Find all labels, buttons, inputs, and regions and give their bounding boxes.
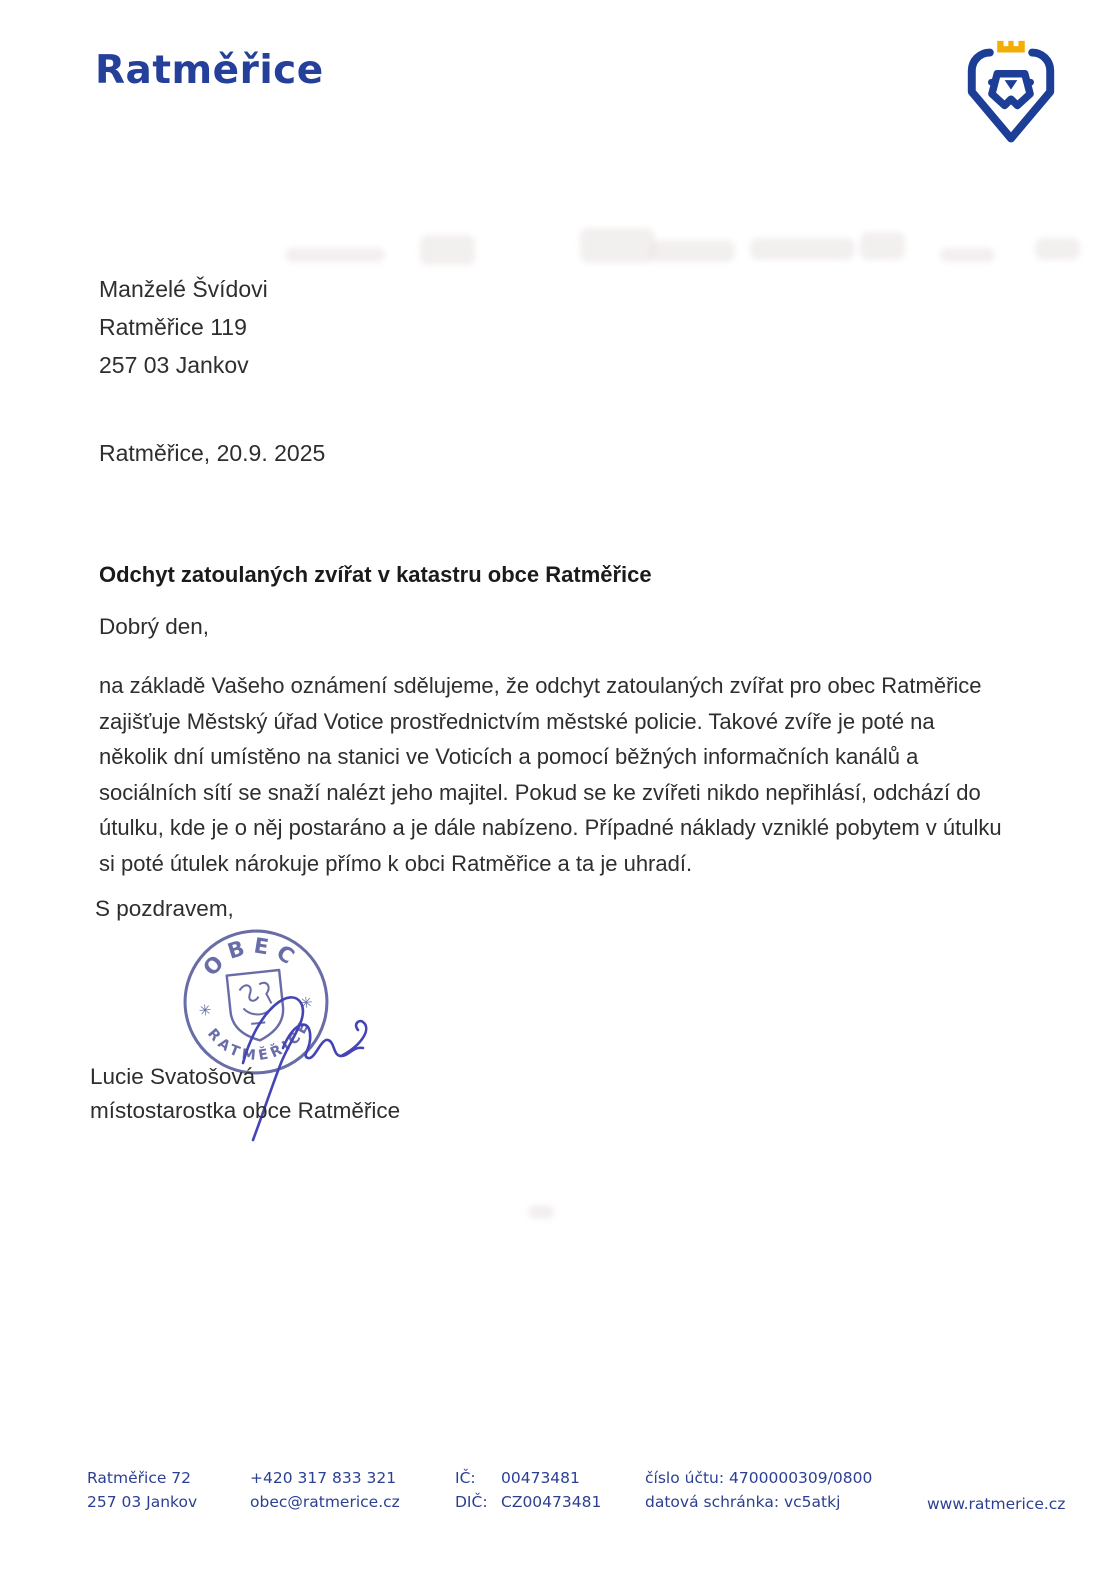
footer-bank-info <box>645 1466 872 1514</box>
footer-address-line: 257 03 Jankov <box>87 1493 198 1511</box>
scan-artifact <box>650 240 735 262</box>
footer-email: obec@ratmerice.cz <box>250 1493 400 1511</box>
dic-value: CZ00473481 <box>501 1493 602 1511</box>
ic-label: IČ: <box>455 1469 476 1487</box>
footer-address-line: Ratměřice 72 <box>87 1469 192 1487</box>
footer-account-row <box>645 1466 872 1490</box>
stamp-coat-of-arms <box>227 970 287 1043</box>
scan-artifact <box>860 232 905 260</box>
recipient-address <box>99 270 268 384</box>
scan-artifact <box>1035 238 1080 260</box>
footer-phone: +420 317 833 321 <box>250 1469 397 1487</box>
stamp-left-star-icon: ✳ <box>198 1001 213 1021</box>
scan-artifact <box>750 238 855 260</box>
scan-artifact <box>940 248 995 262</box>
stamp-right-star-icon: ✳ <box>299 994 314 1013</box>
footer-registration-ids <box>455 1466 601 1514</box>
body-line: si poté útulek nárokuje přímo k obci Ratměřice a ta je uhradí. <box>99 850 693 876</box>
place-and-date: Ratměřice, 20.9. 2025 <box>99 440 326 466</box>
footer-website: www.ratmerice.cz <box>927 1495 1066 1513</box>
stamp-bottom-text: RATMĚŘICE <box>204 1017 314 1065</box>
footer-contact <box>250 1466 400 1514</box>
letter-body <box>99 668 1002 881</box>
subject-line: Odchyt zatoulaných zvířat v katastru obce Ratměřice <box>99 562 652 587</box>
recipient-line: Ratměřice 119 <box>99 314 247 340</box>
account-label: číslo účtu: <box>645 1469 725 1487</box>
footer-ic-row <box>455 1466 601 1490</box>
footer-postal-address <box>87 1466 197 1514</box>
account-value: 4700000309/0800 <box>729 1469 873 1487</box>
scan-artifact <box>420 235 475 265</box>
greeting: Dobrý den, <box>99 614 210 639</box>
official-stamp <box>172 918 339 1085</box>
signer-title: místostarostka obce Ratměřice <box>90 1098 401 1123</box>
body-line: několik dní umístěno na stanici ve Voticích a pomocí běžných informačních kanálů a <box>99 744 919 769</box>
body-line: na základě Vašeho oznámení sdělujeme, že odchyt zatoulaných zvířat pro obec Ratměřice <box>99 673 982 698</box>
ic-value: 00473481 <box>501 1469 580 1487</box>
bear-crest-icon <box>958 38 1064 154</box>
bear-head-icon <box>972 53 1050 139</box>
signer-name: Lucie Svatošová <box>90 1064 256 1089</box>
databox-label: datová schránka: <box>645 1493 780 1511</box>
scan-artifact <box>580 228 655 263</box>
municipality-logo-text: Ratměřice <box>95 48 324 93</box>
dic-label: DIČ: <box>455 1493 488 1511</box>
footer-databox-row <box>645 1490 872 1514</box>
crown-icon <box>997 41 1025 53</box>
scan-artifact <box>528 1205 554 1219</box>
stamp-top-text: OBEC <box>198 933 305 982</box>
footer-dic-row <box>455 1490 601 1514</box>
body-line: zajišťuje Městský úřad Votice prostřednictvím městské policie. Takové zvíře je poté na <box>99 708 935 734</box>
databox-value: vc5atkj <box>783 1493 841 1511</box>
recipient-line: 257 03 Jankov <box>99 352 249 378</box>
scan-artifact <box>285 248 385 262</box>
body-line: sociálních sítí se snaží nalézt jeho majitel. Pokud se ke zvířeti nikdo nepřihlásí, odchází do <box>99 779 981 805</box>
svg-text:OBEC <box>196 928 306 983</box>
body-line: útulku, kde je o něj postaráno a je dále nabízeno. Případné náklady vzniklé pobytem v útulku <box>99 815 1002 840</box>
recipient-line: Manželé Švídovi <box>99 276 268 302</box>
closing-salutation: S pozdravem, <box>95 896 234 921</box>
